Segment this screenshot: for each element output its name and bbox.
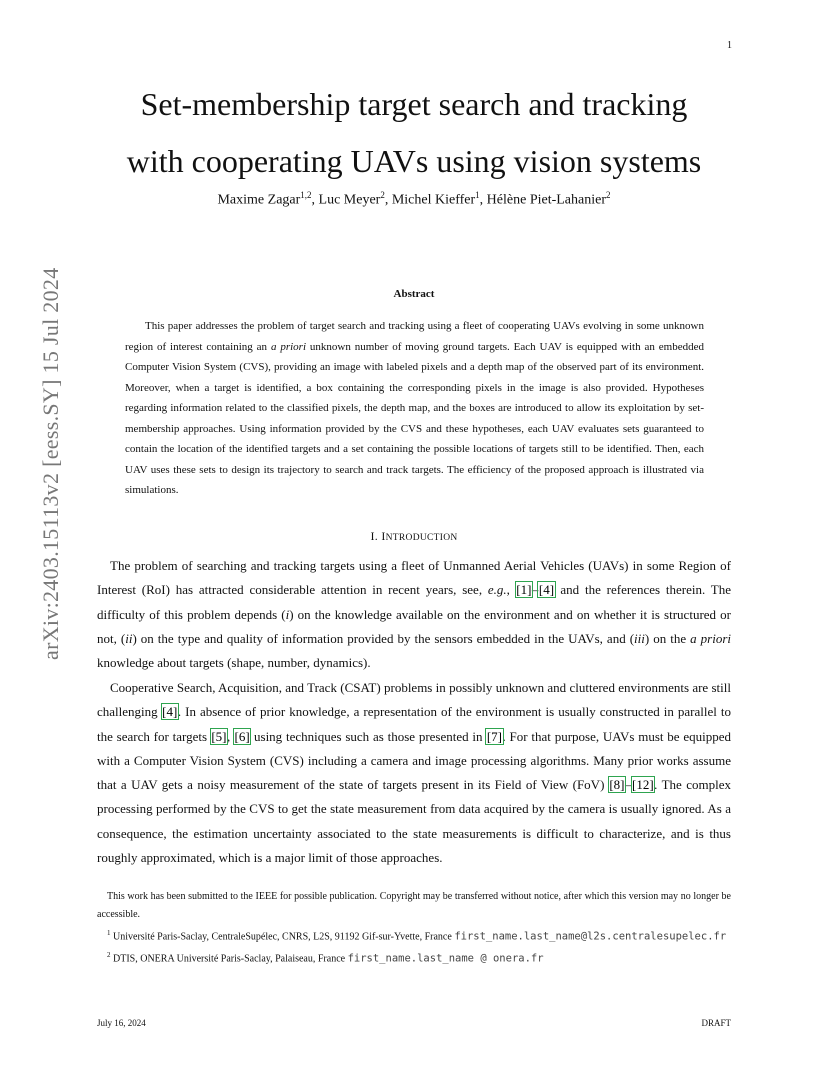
author-affiliation: 2 xyxy=(606,190,611,200)
paragraph-text: – xyxy=(625,777,632,793)
paragraph-text: . In absence of prior knowledge, a representation of the environment is usually constructed in parallel to the search for targets xyxy=(97,704,731,744)
footnote-mark: 1 xyxy=(107,929,111,937)
paragraph-text: . The complex processing performed by the CVS to get the state measurement from data acquired by the camera is usually ignored. As a consequence, the estimation uncertainty associated to the state measurements is difficult to characterize, and is thus roughly approximated, which is a major limit of those approaches. xyxy=(97,777,731,866)
citation-link[interactable]: [8] xyxy=(609,777,625,793)
citation-link[interactable]: [7] xyxy=(486,728,503,744)
citation-link[interactable]: [6] xyxy=(234,728,250,744)
paragraph-text: knowledge about targets (shape, number, dynamics). xyxy=(97,655,371,671)
paragraph-text: Cooperative Search, Acquisition, and Track (CSAT) problems in possibly unknown and cluttered environments are still challenging xyxy=(97,680,731,720)
email-address: first_name.last_name @ onera.fr xyxy=(347,952,544,965)
section-heading-introduction xyxy=(60,529,768,544)
footnote-text: Université Paris-Saclay, CentraleSupélec, CNRS, L2S, 91192 Gif-sur-Yvette, France xyxy=(110,931,455,943)
footnote-text: DTIS, ONERA Université Paris-Saclay, Palaiseau, France xyxy=(110,953,348,965)
page-number: 1 xyxy=(727,40,732,51)
paragraph-text: The problem of searching and tracking targets using a fleet of Unmanned Aerial Vehicles (UAVs) in some Region of Interest (RoI) has attracted considerable attention in recent years, see, xyxy=(97,558,731,598)
author-list xyxy=(60,190,768,209)
paragraph-emphasis: iii xyxy=(634,630,645,646)
author-separator: , xyxy=(479,192,487,208)
citation-link[interactable]: [12] xyxy=(632,777,654,793)
footnote-affiliation-1 xyxy=(97,924,797,946)
author-affiliation: 1 xyxy=(475,190,480,200)
citation-link[interactable]: [4] xyxy=(162,704,178,720)
arxiv-identifier[interactable]: arXiv:2403.15113v2 [eess.SY] 15 Jul 2024 xyxy=(38,267,63,660)
abstract-heading: Abstract xyxy=(393,288,435,300)
abstract-body xyxy=(125,316,704,501)
citation-link[interactable]: [5] xyxy=(211,728,227,744)
paragraph-text: – xyxy=(531,582,539,598)
paragraph-text: using techniques such as those presented in xyxy=(250,728,487,744)
footnote-affiliation-2 xyxy=(97,946,797,968)
intro-paragraph-2 xyxy=(97,676,731,870)
author-separator: , xyxy=(311,192,319,208)
paragraph-text: ) on the xyxy=(644,630,691,646)
paragraph-text: , xyxy=(227,728,235,744)
paragraph-text: ) on the knowledge available on the environment and on whether it is structured or not, ( xyxy=(97,606,731,646)
author-name: Luc Meyer xyxy=(318,192,381,208)
footer-draft-label: DRAFT xyxy=(701,1018,731,1028)
paragraph-emphasis: ii xyxy=(125,630,133,646)
paragraph-text: and the references therein. The difficulty of this problem depends ( xyxy=(97,582,731,622)
title-line-1: Set-membership target search and tracking xyxy=(140,86,688,122)
author-name: Maxime Zagar xyxy=(217,192,301,208)
section-numeral: I. xyxy=(370,529,382,543)
citation-link[interactable]: [4] xyxy=(538,582,555,598)
footnote-submission: This work has been submitted to the IEEE for possible publication. Copyright may be transferred without notice, after which this version may no longer be accessible. xyxy=(97,891,731,920)
section-title-rest: NTRODUCTION xyxy=(385,533,458,543)
author-affiliation: 1,2 xyxy=(300,190,312,200)
author-affiliation: 2 xyxy=(380,190,385,200)
author-separator: , xyxy=(384,192,392,208)
footer-date: July 16, 2024 xyxy=(97,1018,146,1028)
footnotes xyxy=(97,888,797,969)
paragraph-text: . For that purpose, UAVs must be equipped with a Computer Vision System (CVS) including a camera and image processing algorithms. Many prior works assume that a UAV gets a noisy measurement of the state of targets present in its Field of View (FoV) xyxy=(97,728,732,793)
paper-title xyxy=(60,76,768,190)
paragraph-emphasis: a priori xyxy=(690,630,732,646)
abstract-text: This paper addresses the problem of target search and tracking using a fleet of cooperating UAVs evolving in some unknown region of interest containing an xyxy=(125,320,704,353)
footnote-mark: 2 xyxy=(107,951,111,960)
author-name: Michel Kieffer xyxy=(391,192,476,208)
citation-link[interactable]: [1] xyxy=(516,582,532,598)
paragraph-text: ) on the type and quality of information provided by the sensors embedded in the UAVs, and ( xyxy=(132,630,635,646)
author-name: Hélène Piet-Lahanier xyxy=(486,192,606,208)
intro-paragraph-1 xyxy=(97,554,731,675)
email-address: first_name.last_name@l2s.centralesupelec.fr xyxy=(454,930,727,943)
paragraph-text: , xyxy=(506,582,516,598)
paragraph-emphasis: i xyxy=(285,606,290,622)
section-title-initial: I xyxy=(381,529,386,543)
abstract-text: unknown number of moving ground targets. Each UAV is equipped with an embedded Computer Vision System (CVS), providing an image with labeled pixels and a depth map of the observed part of its environment. Moreover, when a target is identified, a box containing the corresponding pixels in the image is also provided. Hypotheses regarding information related to the classified pixels, the depth map, and the boxes are introduced to allow its exploitation by set-membership approaches. Using information provided by the CVS and these hypotheses, each UAV evaluates sets guaranteed to contain the location of the identified targets and a set containing the possible locations of targets still to be identified. Then, each UAV uses these sets to design its trajectory to search and track targets. The efficiency of the proposed approach is illustrated via simulations. xyxy=(125,340,704,496)
title-line-2: with cooperating UAVs using vision systems xyxy=(126,143,702,179)
paragraph-emphasis: e.g. xyxy=(487,582,507,598)
abstract-emphasis: a priori xyxy=(270,340,307,353)
